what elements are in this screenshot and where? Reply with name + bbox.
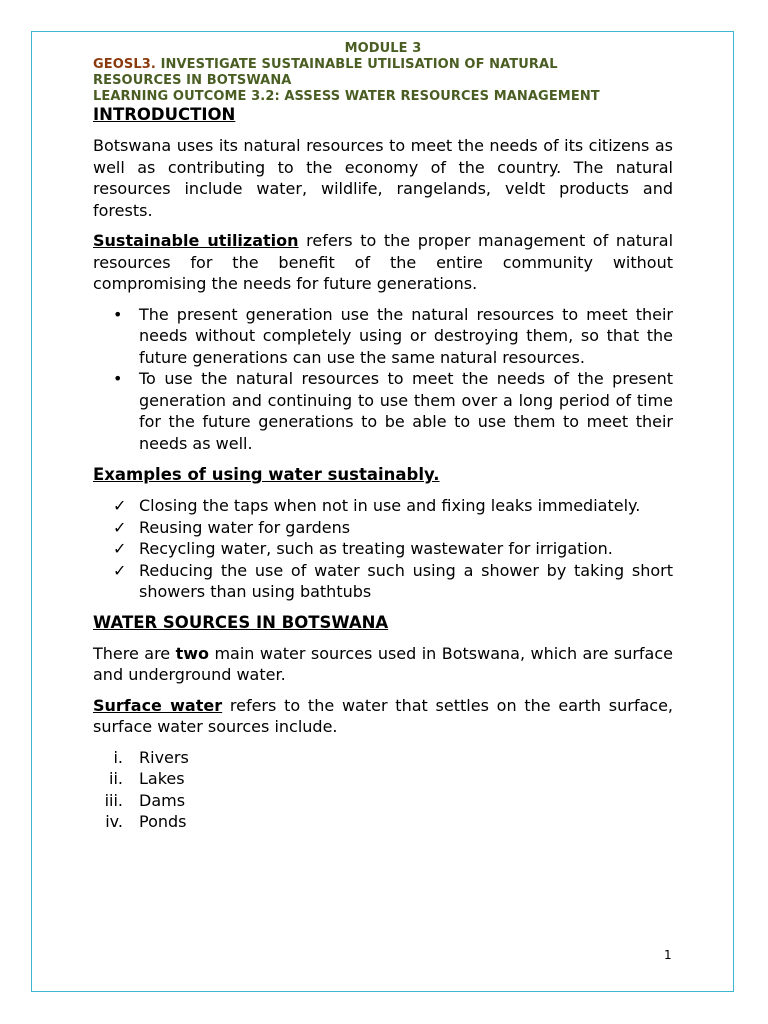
module-title: MODULE 3 xyxy=(344,41,422,56)
learning-outcome: LEARNING OUTCOME 3.2: ASSESS WATER RESOURCES MANAGEMENT xyxy=(93,89,600,104)
list-item: ✓ Recycling water, such as treating wastewater for irrigation. xyxy=(113,539,613,558)
list-item: iv. Ponds xyxy=(93,811,673,833)
sustainable-term: Sustainable utilization xyxy=(93,231,299,250)
module-heading xyxy=(93,57,673,73)
list-item: ✓ Closing the taps when not in use and fixing leaks immediately. xyxy=(113,496,641,515)
bullet-icon: • xyxy=(113,369,123,388)
list-item: • To use the natural resources to meet the needs of the present generation and continuing to use them over a long period of time for the future generations to be able to use them to meet their needs as well. xyxy=(113,369,673,453)
checkmark-icon: ✓ xyxy=(113,496,127,515)
list-number: iv. xyxy=(105,812,123,831)
examples-checklist xyxy=(93,495,673,603)
sustainable-definition: refers to the proper management of natural resources for the benefit of the entire community without compromising the needs for future generations. xyxy=(93,231,674,293)
list-number: iii. xyxy=(104,790,123,810)
surface-water-list xyxy=(93,747,673,833)
checkmark-icon: ✓ xyxy=(113,560,127,580)
checkmark-icon: ✓ xyxy=(113,539,127,558)
introduction-heading: INTRODUCTION xyxy=(93,105,236,124)
list-item: ii. Lakes xyxy=(93,768,673,790)
sustainable-bullet-list xyxy=(93,304,673,455)
module-title-line2: RESOURCES IN BOTSWANA xyxy=(93,73,292,88)
introduction-paragraph: Botswana uses its natural resources to meet the needs of its citizens as well as contributing to the economy of the country. The natural resources include water, wildlife, rangelands, veldt products and forests. xyxy=(93,136,673,220)
surface-water-paragraph: Surface water refers to the water that settles on the earth surface, surface water sources include. xyxy=(93,695,674,736)
list-item: ✓ Reusing water for gardens xyxy=(113,517,351,537)
list-item: ✓ Reducing the use of water such using a shower by taking short showers than using bathtubs xyxy=(113,560,673,601)
list-item: i. Rivers xyxy=(93,747,673,769)
bold-two: two xyxy=(175,643,210,663)
page-number: 1 xyxy=(664,948,672,962)
list-number: i. xyxy=(113,747,123,767)
list-item: iii. Dams xyxy=(93,790,673,812)
list-item: • The present generation use the natural resources to meet their needs without completely using or destroying them, so that the future generations can use the same natural resources. xyxy=(113,304,673,367)
examples-heading: Examples of using water sustainably. xyxy=(93,465,440,484)
checkmark-icon: ✓ xyxy=(113,517,127,537)
module-title-line1: INVESTIGATE SUSTAINABLE UTILISATION OF NATURAL xyxy=(155,57,558,72)
list-number: ii. xyxy=(109,769,123,788)
sustainable-paragraph xyxy=(93,230,673,295)
surface-water-term: Surface water xyxy=(93,695,223,715)
water-sources-paragraph: There are two main water sources used in Botswana, which are surface and underground water. xyxy=(93,643,674,684)
document-body xyxy=(93,41,673,833)
water-sources-heading: WATER SOURCES IN BOTSWANA xyxy=(93,612,389,632)
module-code: GEOSL3. xyxy=(93,57,156,72)
bullet-icon: • xyxy=(113,304,123,324)
